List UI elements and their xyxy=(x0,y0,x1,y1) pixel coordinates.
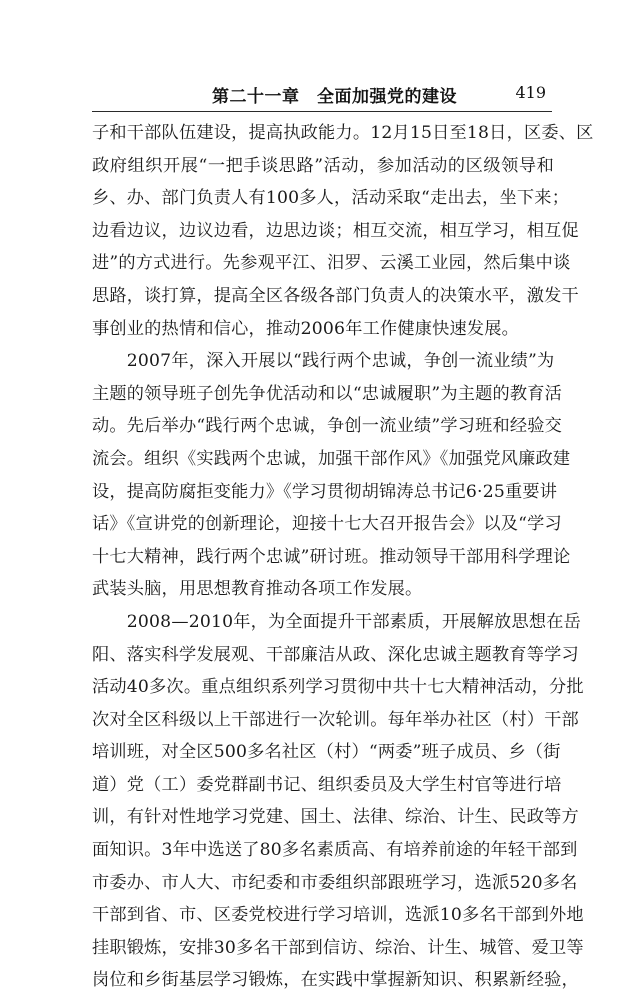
text-line: 主题的领导班子创先争优活动和以“忠诚履职”为主题的教育活 xyxy=(92,383,563,404)
text-line: 训，有针对性地学习党建、国土、法律、综治、计生、民政等方 xyxy=(92,807,579,828)
text-line: 思路，谈打算，提高全区各级各部门负责人的决策水平，激发干 xyxy=(92,285,579,306)
text-line: 边看边议，边议边看，边思边谈；相互交流，相互学习，相互促 xyxy=(92,220,579,241)
paragraph-2 xyxy=(92,345,571,606)
text-line: 活动40多次。重点组织系列学习贯彻中共十七大精神活动，分批 xyxy=(92,677,584,698)
text-line: 培训班，对全区500多名社区（村）“两委”班子成员、乡（街 xyxy=(92,742,561,763)
text-line: 进”的方式进行。先参观平江、汨罗、云溪工业园，然后集中谈 xyxy=(92,253,571,274)
text-line: 挂职锻炼，安排30多名干部到信访、综治、计生、城管、爱卫等 xyxy=(92,937,584,958)
text-line: 市委办、市人大、市纪委和市委组织部跟班学习，选派520多名 xyxy=(92,872,578,893)
text-line: 子和干部队伍建设，提高执政能力。12月15日至18日，区委、区 xyxy=(92,123,594,143)
text-line: 岗位和乡街基层学习锻炼，在实践中掌握新知识、积累新经验， xyxy=(92,970,579,991)
text-line: 面知识。3年中选送了80多名素质高、有培养前途的年轻干部到 xyxy=(92,840,578,861)
chapter-title: 第二十一章 全面加强党的建设 xyxy=(212,87,457,107)
header-rule xyxy=(92,111,552,112)
text-line: 话》《宣讲党的创新理论，迎接十七大召开报告会》以及“学习 xyxy=(92,514,562,535)
text-line: 设，提高防腐拒变能力》《学习贯彻胡锦涛总书记6·25重要讲 xyxy=(92,481,558,502)
paragraph-1 xyxy=(92,117,594,345)
text-line: 乡、办、部门负责人有100多人，活动采取“走出去，坐下来； xyxy=(92,188,570,209)
text-line: 武装头脑，用思想教育推动各项工作发展。 xyxy=(92,579,423,600)
text-line: 动。先后举办“践行两个忠诚，争创一流业绩”学习班和经验交 xyxy=(92,416,563,437)
text-line: 2007年，深入开展以“践行两个忠诚，争创一流业绩”为 xyxy=(92,351,555,372)
text-line: 次对全区科级以上干部进行一次轮训。每年举办社区（村）干部 xyxy=(92,709,579,730)
page-number: 419 xyxy=(515,83,546,102)
text-line: 阳、落实科学发展观、干部廉洁从政、深化忠诚主题教育等学习 xyxy=(92,644,579,665)
text-line: 流会。组织《实践两个忠诚，加强干部作风》《加强党风廉政建 xyxy=(92,448,571,469)
text-line: 2008—2010年，为全面提升干部素质，开展解放思想在岳 xyxy=(92,611,581,632)
running-header xyxy=(92,82,552,108)
text-line: 道）党（工）委党群副书记、组织委员及大学生村官等进行培 xyxy=(92,774,562,795)
text-line: 十七大精神，践行两个忠诚”研讨班。推动领导干部用科学理论 xyxy=(92,546,571,567)
body-text xyxy=(92,117,594,997)
paragraph-3 xyxy=(92,606,584,997)
text-line: 干部到省、市、区委党校进行学习培训，选派10多名干部到外地 xyxy=(92,905,584,926)
text-line: 政府组织开展“一把手谈思路”活动，参加活动的区级领导和 xyxy=(92,155,554,176)
text-line: 事创业的热情和信心，推动2006年工作健康快速发展。 xyxy=(92,318,520,339)
